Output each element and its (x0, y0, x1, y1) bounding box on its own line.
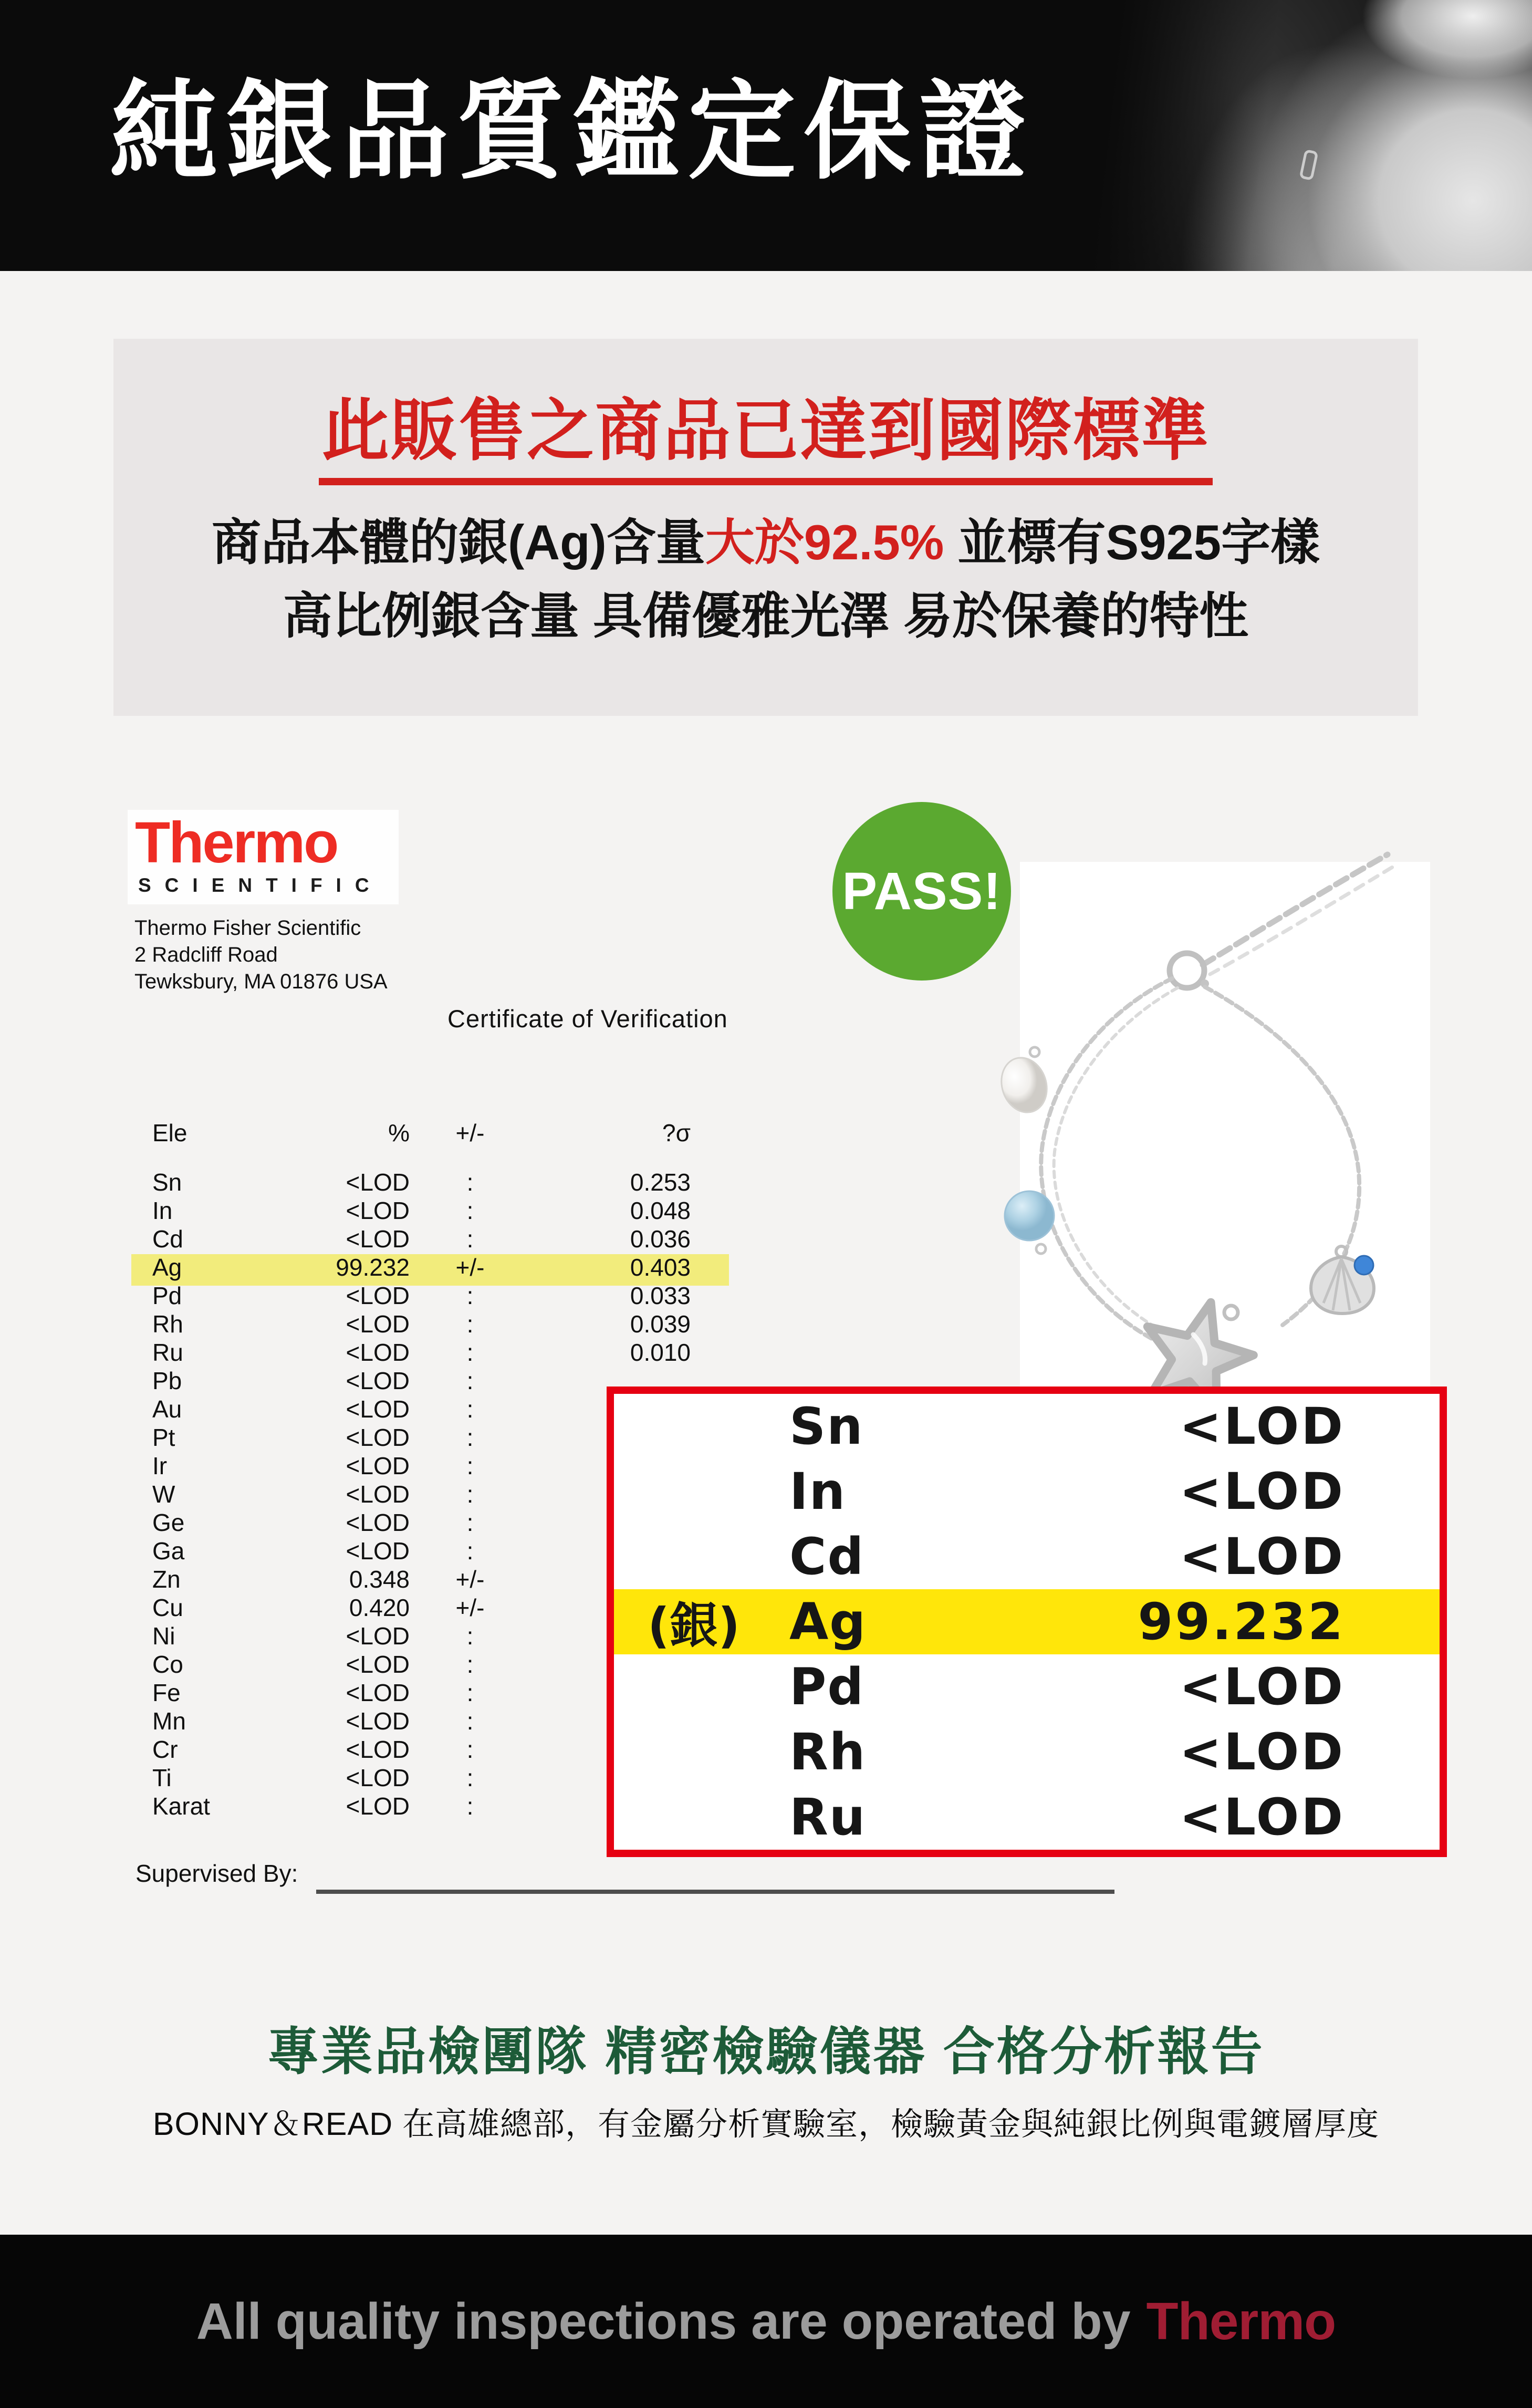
cell-tolerance: : (466, 1197, 474, 1224)
blue-gem (1354, 1256, 1373, 1275)
cell-percent: <LOD (346, 1509, 410, 1536)
cell-percent: <LOD (346, 1764, 410, 1791)
table-row (152, 1168, 691, 1196)
cell-tolerance: +/- (455, 1594, 485, 1621)
intro-line-1 (113, 515, 1418, 570)
table-row (152, 1338, 691, 1367)
zoom-row-element: Ag (789, 1592, 867, 1651)
cell-percent: <LOD (346, 1310, 410, 1338)
cell-element: In (152, 1197, 173, 1224)
cell-percent: <LOD (346, 1792, 410, 1820)
table-row (152, 1196, 691, 1225)
cell-element: Ge (152, 1509, 185, 1536)
cell-tolerance: : (466, 1736, 474, 1763)
cell-tolerance: : (466, 1339, 474, 1366)
bracelet-illustration (1020, 862, 1430, 1423)
cell-element: Cu (152, 1594, 183, 1621)
cell-tolerance: : (466, 1395, 474, 1423)
zoom-row-value: <LOD (1179, 1527, 1345, 1586)
pass-badge-label: PASS! (842, 861, 1002, 921)
cell-element: Pd (152, 1282, 182, 1309)
cell-tolerance: +/- (455, 1254, 485, 1281)
cell-tolerance: : (466, 1622, 474, 1650)
table-row (152, 1225, 691, 1253)
intro-line-1-prefix: 商品本體的銀(Ag)含量 (211, 515, 705, 570)
cell-tolerance: : (466, 1225, 474, 1253)
cell-tolerance: : (466, 1509, 474, 1536)
thermo-logo (128, 810, 399, 904)
magnified-result-box (607, 1387, 1447, 1857)
zoom-row-element: Pd (789, 1658, 865, 1716)
zoom-row (614, 1785, 1440, 1850)
table-header (152, 1119, 691, 1147)
cell-sigma: 0.010 (630, 1339, 691, 1366)
cell-tolerance: : (466, 1792, 474, 1820)
pearl-bead (995, 1052, 1054, 1119)
cell-element: Cd (152, 1225, 183, 1253)
zoom-row-value: <LOD (1179, 1723, 1345, 1781)
lab-address-line: Thermo Fisher Scientific (134, 916, 361, 940)
model-photo (1038, 0, 1532, 271)
zoom-row-element: Cd (789, 1527, 865, 1586)
intro-line-1-suffix: 並標有S925字樣 (944, 515, 1320, 570)
lab-address-line: 2 Radcliff Road (134, 943, 278, 966)
extension-chain-highlight (1210, 865, 1396, 974)
cell-sigma: 0.036 (630, 1225, 691, 1253)
clasp-icon (1170, 953, 1204, 988)
column-header-tolerance: +/- (455, 1119, 485, 1146)
cell-tolerance: : (466, 1310, 474, 1338)
cell-element: Au (152, 1395, 182, 1423)
cell-tolerance: : (466, 1481, 474, 1508)
product-photo (1020, 862, 1430, 1423)
cell-element: Ag (152, 1254, 182, 1281)
supervised-by-label: Supervised By: (136, 1860, 298, 1887)
thermo-logo-sub: SCIENTIFIC (138, 874, 383, 897)
summary-detail: BONNY＆READ 在高雄總部，有金屬分析實驗室，檢驗黃金與純銀比例與電鍍層厚度 (152, 2106, 1380, 2142)
intro-line-1-highlight: 大於92.5% (705, 515, 944, 570)
cell-sigma: 0.048 (630, 1197, 691, 1224)
table-row (152, 1281, 691, 1310)
cell-percent: 0.348 (349, 1566, 410, 1593)
cell-tolerance: : (466, 1537, 474, 1565)
cell-element: Ru (152, 1339, 183, 1366)
cell-percent: <LOD (346, 1395, 410, 1423)
cell-tolerance: : (466, 1424, 474, 1451)
cell-percent: 0.420 (349, 1594, 410, 1621)
cell-percent: <LOD (346, 1169, 410, 1196)
cell-percent: <LOD (346, 1424, 410, 1451)
cell-sigma: 0.403 (630, 1254, 691, 1281)
aquamarine-bead (1005, 1191, 1054, 1241)
zoom-row-value: <LOD (1179, 1462, 1345, 1521)
zoom-row (614, 1524, 1440, 1589)
starfish-link (1224, 1306, 1238, 1319)
zoom-row (614, 1719, 1440, 1785)
intro-box (113, 339, 1418, 716)
lab-address-line: Tewksbury, MA 01876 USA (134, 970, 388, 993)
zoom-row (614, 1394, 1440, 1459)
summary-heading: 專業品檢團隊 精密檢驗儀器 合格分析報告 (267, 2023, 1265, 2080)
table-row (152, 1310, 691, 1338)
cell-tolerance: : (466, 1367, 474, 1394)
column-header-element: Ele (152, 1119, 187, 1146)
column-header-percent: % (388, 1119, 410, 1146)
bead-wire (1036, 1244, 1046, 1254)
extension-chain (1203, 854, 1388, 965)
column-header-sigma: ?σ (662, 1119, 691, 1146)
cell-percent: <LOD (346, 1367, 410, 1394)
cell-element: Co (152, 1651, 183, 1678)
cell-element: W (152, 1481, 175, 1508)
cell-tolerance: : (466, 1764, 474, 1791)
zoom-row-value: 99.232 (1138, 1592, 1345, 1651)
cell-percent: <LOD (346, 1225, 410, 1253)
cell-percent: <LOD (346, 1452, 410, 1479)
cell-element: Pb (152, 1367, 182, 1394)
intro-headline: 此販售之商品已達到國際標準 (319, 393, 1213, 485)
cell-element: Zn (152, 1566, 181, 1593)
cell-tolerance: : (466, 1169, 474, 1196)
page-title: 純銀品質鑑定保證 (110, 71, 1035, 192)
cell-sigma: 0.253 (630, 1169, 691, 1196)
certificate-title: Certificate of Verification (447, 1005, 728, 1033)
cell-element: Fe (152, 1679, 181, 1706)
header-banner (0, 0, 1532, 271)
zoom-row-element: Rh (789, 1723, 867, 1781)
table-row (152, 1253, 691, 1281)
cell-percent: <LOD (346, 1679, 410, 1706)
pearl-wire (1030, 1047, 1039, 1057)
intro-line-2: 高比例銀含量 具備優雅光澤 易於保養的特性 (283, 588, 1249, 644)
cell-element: Cr (152, 1736, 178, 1763)
footer-bar (0, 2235, 1532, 2408)
zoom-row-element: In (789, 1462, 847, 1521)
zoom-row (614, 1459, 1440, 1524)
cell-percent: <LOD (346, 1651, 410, 1678)
zoom-row-value: <LOD (1179, 1658, 1345, 1716)
cell-percent: <LOD (346, 1736, 410, 1763)
signature-line (316, 1890, 1114, 1894)
cell-percent: 99.232 (336, 1254, 410, 1281)
chain-left-inner (1054, 988, 1177, 1339)
cell-tolerance: +/- (455, 1566, 485, 1593)
cell-tolerance: : (466, 1282, 474, 1309)
cell-element: Pt (152, 1424, 175, 1451)
zoom-row-label: (銀) (648, 1598, 741, 1654)
cell-element: Mn (152, 1707, 186, 1735)
cell-element: Ti (152, 1764, 172, 1791)
zoom-row-value: <LOD (1179, 1788, 1345, 1847)
cell-element: Karat (152, 1792, 210, 1820)
cell-element: Sn (152, 1169, 182, 1196)
zoom-row (614, 1589, 1440, 1654)
cell-tolerance: : (466, 1707, 474, 1735)
earring-icon (1299, 149, 1318, 181)
cell-percent: <LOD (346, 1282, 410, 1309)
cell-percent: <LOD (346, 1339, 410, 1366)
cell-tolerance: : (466, 1452, 474, 1479)
cell-sigma: 0.039 (630, 1310, 691, 1338)
cell-percent: <LOD (346, 1481, 410, 1508)
zoom-row (614, 1654, 1440, 1719)
cell-element: Rh (152, 1310, 183, 1338)
footer-brand: Thermo (1146, 2291, 1336, 2351)
cell-sigma: 0.033 (630, 1282, 691, 1309)
cell-percent: <LOD (346, 1537, 410, 1565)
zoom-row-element: Ru (789, 1788, 867, 1847)
cell-element: Ni (152, 1622, 175, 1650)
thermo-logo-word: Thermo (135, 810, 338, 875)
cell-tolerance: : (466, 1679, 474, 1706)
zoom-row-element: Sn (789, 1397, 864, 1456)
pass-badge (832, 802, 1011, 981)
footer-text: All quality inspections are operated by (196, 2292, 1131, 2350)
cell-element: Ir (152, 1452, 168, 1479)
chain-left-outer (1041, 978, 1172, 1348)
cell-element: Ga (152, 1537, 185, 1565)
cell-percent: <LOD (346, 1622, 410, 1650)
cell-percent: <LOD (346, 1707, 410, 1735)
lab-address (134, 915, 388, 995)
cell-percent: <LOD (346, 1197, 410, 1224)
cell-tolerance: : (466, 1651, 474, 1678)
zoom-row-value: <LOD (1179, 1397, 1345, 1456)
